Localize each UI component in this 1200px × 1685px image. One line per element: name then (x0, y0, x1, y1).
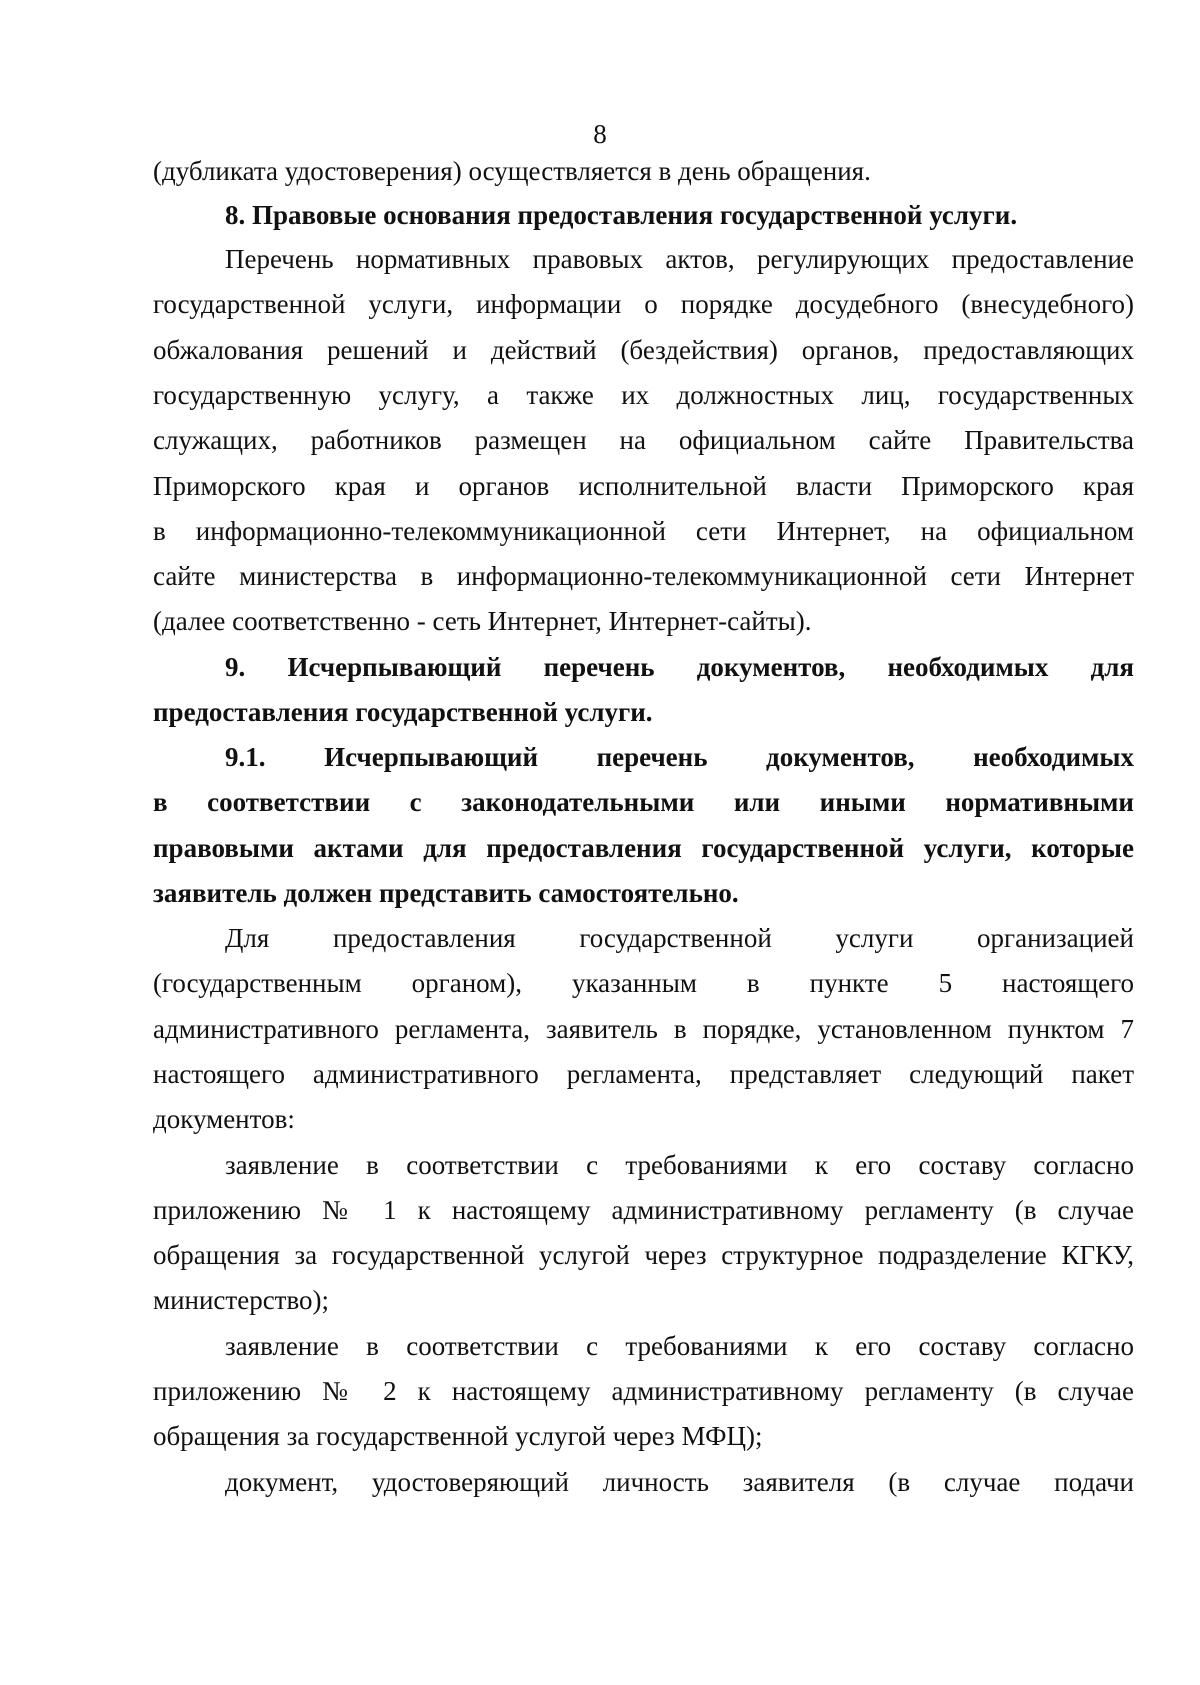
list-item: заявление в соответствии с требованиями к его составу согласно (225, 1150, 1134, 1180)
section-heading-9-1-cont: заявитель должен представить самостоятельно. (153, 878, 739, 908)
list-item-cont: обращения за государственной услугой через МФЦ); (153, 1421, 763, 1451)
page-number: 8 (593, 119, 607, 149)
text-line: государственную услугу, а также их должностных лиц, государственных (153, 380, 1134, 410)
list-item-cont: приложению № 2 к настоящему административному регламенту (в случае (153, 1376, 1134, 1406)
text-line: документов: (153, 1104, 295, 1134)
text-line: обжалования решений и действий (бездействия) органов, предоставляющих (153, 335, 1134, 365)
list-item: документ, удостоверяющий личность заявителя (в случае подачи (225, 1467, 1134, 1497)
text-line: Приморского края и органов исполнительной власти Приморского края (153, 471, 1134, 501)
section-heading-9-1: 9.1. Исчерпывающий перечень документов, необходимых (225, 742, 1134, 772)
text-line: (государственным органом), указанным в пункте 5 настоящего (153, 968, 1134, 998)
list-item-cont: обращения за государственной услугой через структурное подразделение КГКУ, (153, 1240, 1134, 1270)
list-item: заявление в соответствии с требованиями к его составу согласно (225, 1331, 1134, 1361)
text-line: Для предоставления государственной услуги организацией (225, 923, 1134, 953)
section-heading-9: 9. Исчерпывающий перечень документов, необходимых для (225, 652, 1134, 682)
text-line: Перечень нормативных правовых актов, регулирующих предоставление (225, 244, 1134, 274)
text-line: государственной услуги, информации о порядке досудебного (внесудебного) (153, 289, 1134, 319)
text-line: настоящего административного регламента, представляет следующий пакет (153, 1059, 1134, 1089)
section-heading-9-1-cont: правовыми актами для предоставления государственной услуги, которые (153, 833, 1134, 863)
text-line: в информационно-телекоммуникационной сети Интернет, на официальном (153, 516, 1134, 546)
section-heading-8: 8. Правовые основания предоставления государственной услуги. (225, 200, 1018, 230)
list-item-cont: приложению № 1 к настоящему административному регламенту (в случае (153, 1195, 1134, 1225)
section-heading-9-cont: предоставления государственной услуги. (153, 697, 653, 727)
text-line: сайте министерства в информационно-телекоммуникационной сети Интернет (153, 561, 1134, 591)
text-line: служащих, работников размещен на официальном сайте Правительства (153, 425, 1134, 455)
text-line: (дубликата удостоверения) осуществляется в день обращения. (153, 156, 871, 186)
text-line: административного регламента, заявитель в порядке, установленном пунктом 7 (153, 1014, 1134, 1044)
list-item-cont: министерство); (153, 1285, 330, 1315)
text-line: (далее соответственно - сеть Интернет, Интернет-сайты). (153, 606, 812, 636)
section-heading-9-1-cont: в соответствии с законодательными или иными нормативными (153, 787, 1134, 817)
